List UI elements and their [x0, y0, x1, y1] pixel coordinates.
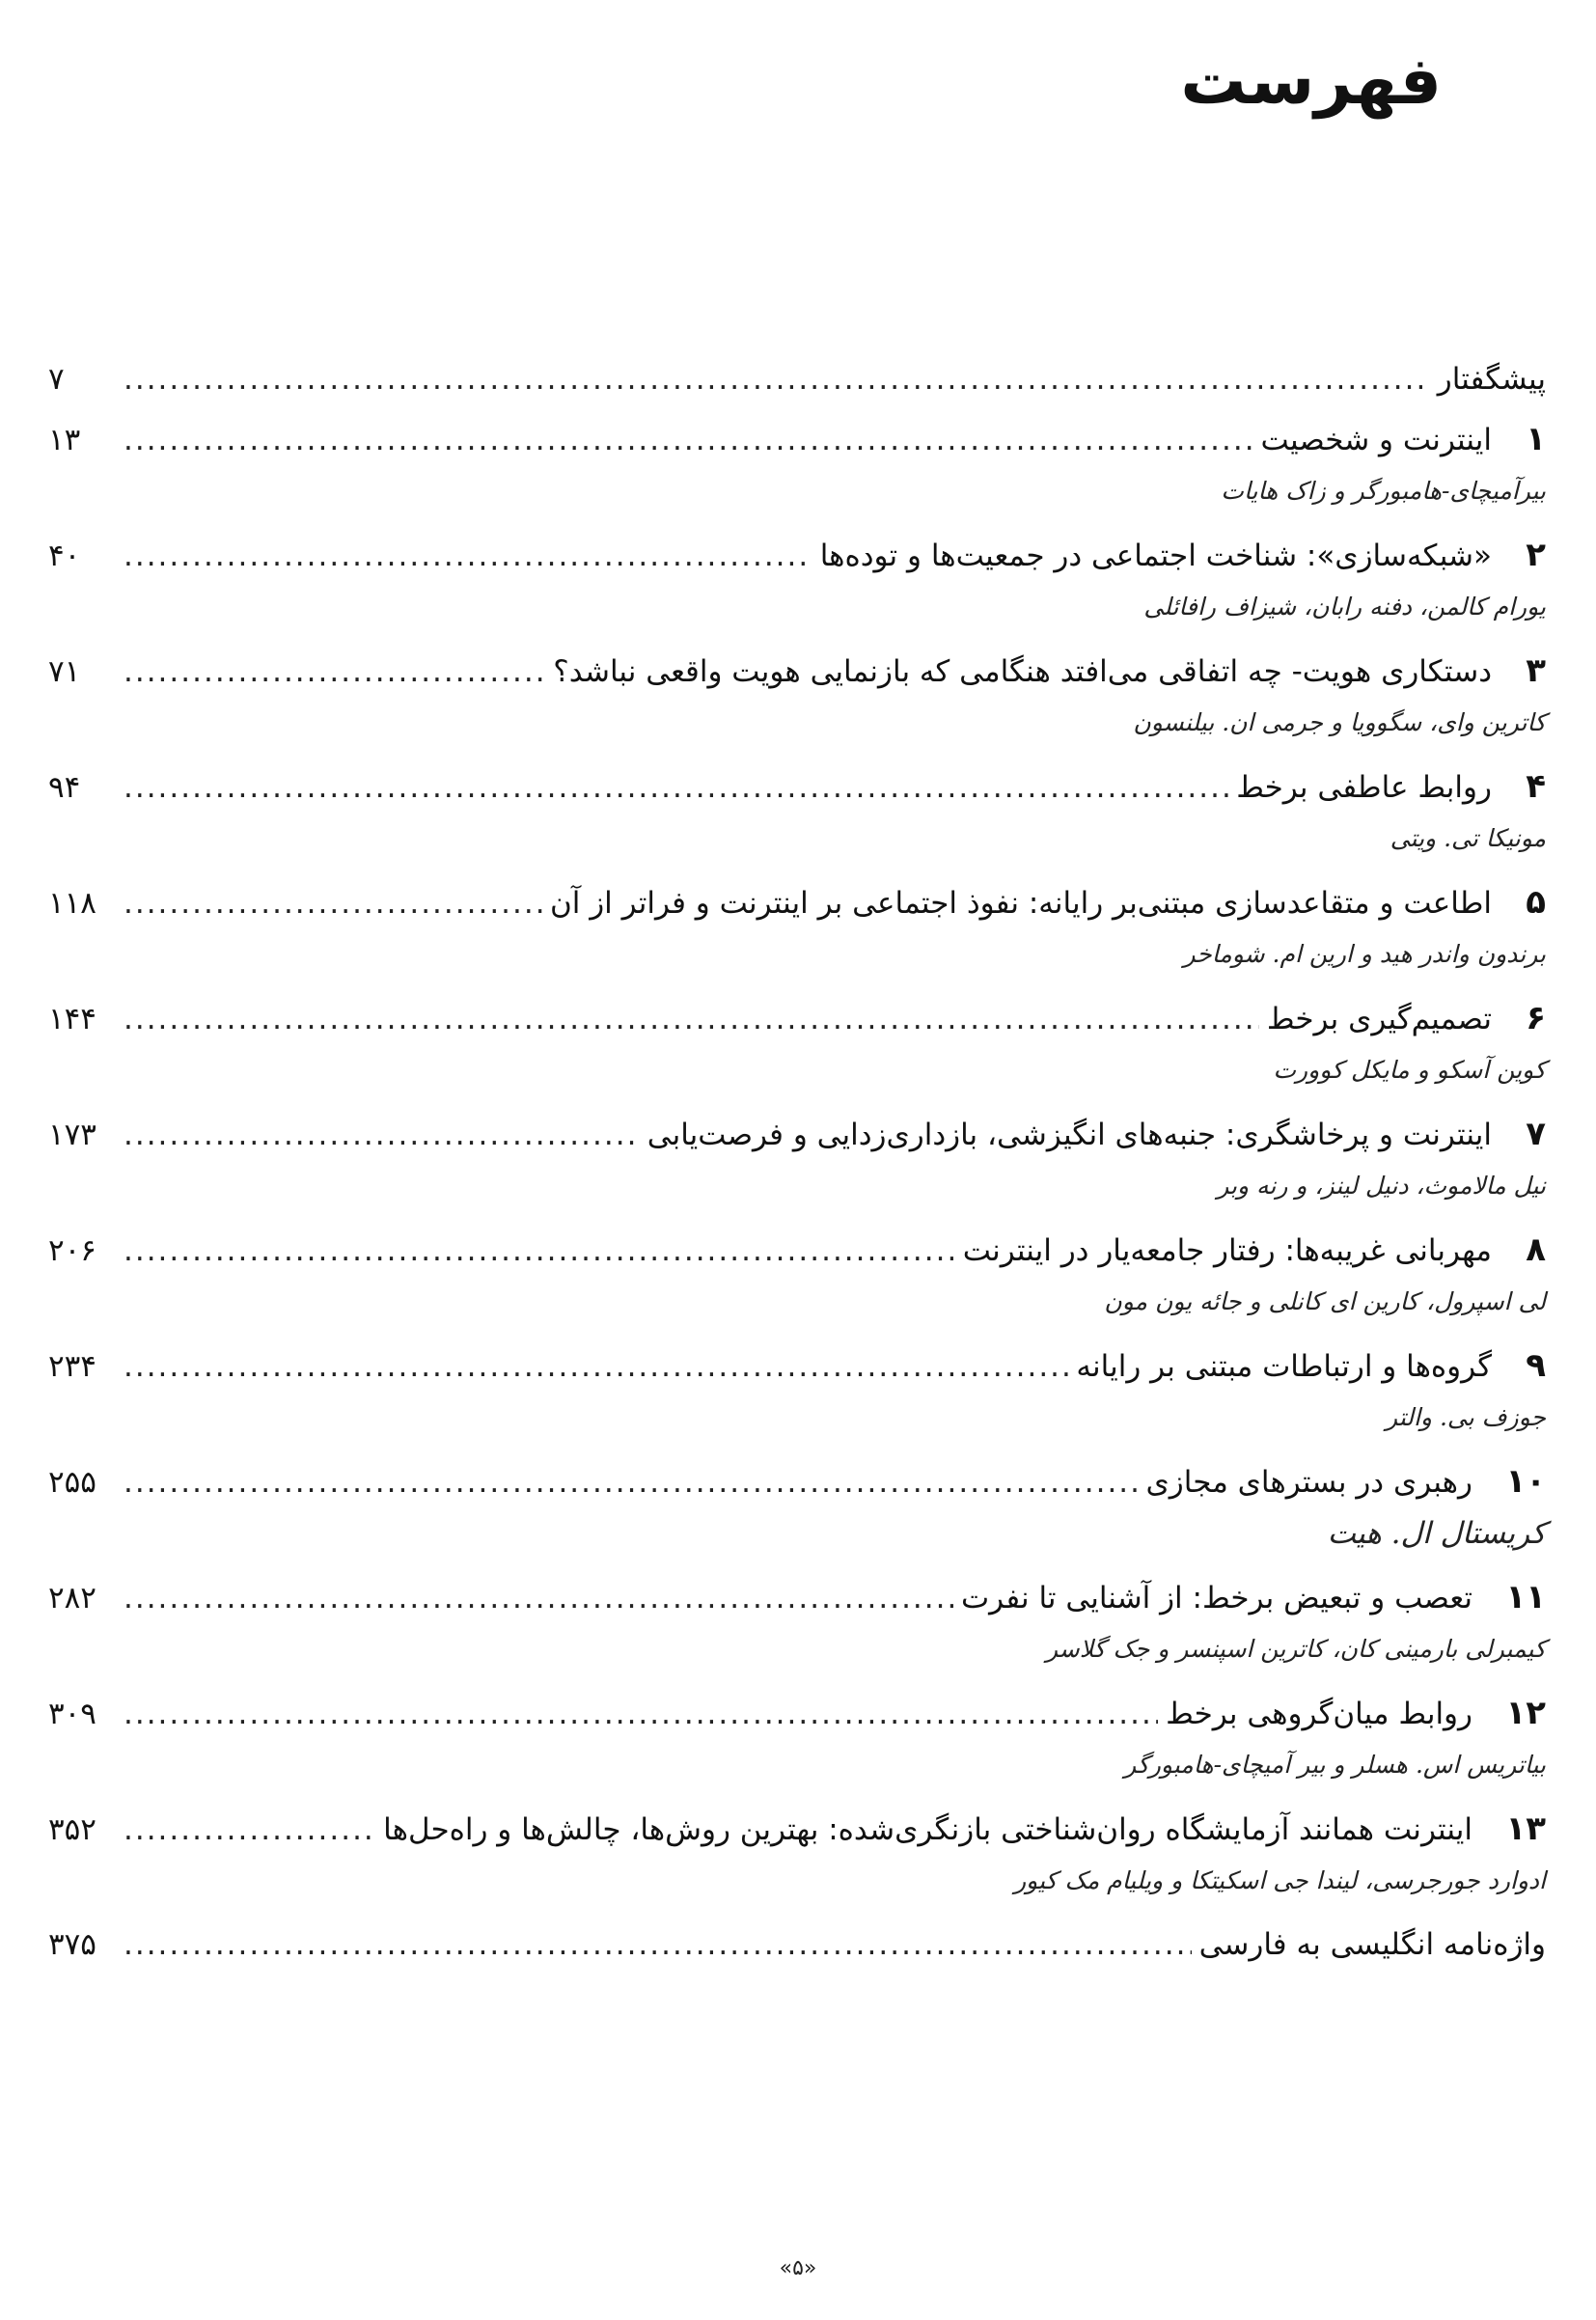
chapter-title: اطاعت و متقاعدسازی مبتنی‌بر رایانه: نفوذ اجتماعی بر اینترنت و فراتر از آن	[549, 886, 1492, 921]
toc-entry-chapter-6	[48, 988, 1546, 1104]
toc-leader-dots	[124, 1105, 640, 1165]
chapter-number: ۱	[1526, 420, 1546, 458]
chapter-authors: لی اسپرول، کارین ای کانلی و جائه یون مون	[1104, 1287, 1546, 1315]
page-title: فهرست	[1180, 43, 1442, 120]
chapter-title: دستکاری هویت- چه اتفاقی می‌افتد هنگامی که بازنمایی هویت واقعی نباشد؟	[553, 654, 1492, 689]
toc-line	[48, 641, 1546, 701]
toc-line	[48, 988, 1546, 1048]
toc-line	[48, 1799, 1546, 1859]
chapter-title: مهربانی غریبه‌ها: رفتار جامعه‌یار در اینترنت	[962, 1233, 1492, 1268]
toc-line	[48, 1336, 1546, 1395]
toc-page-number: ۷۱	[48, 654, 81, 689]
toc-page-number: ۹۴	[48, 770, 81, 805]
toc-title: واژه‌نامه انگلیسی به فارسی	[1198, 1927, 1546, 1962]
chapter-number: ۱۲	[1505, 1694, 1546, 1732]
chapter-title: گروه‌ها و ارتباطات مبتنی بر رایانه	[1076, 1349, 1492, 1384]
chapter-title: اینترنت همانند آزمایشگاه روان‌شناختی بازنگری‌شده: بهترین روش‌ها، چالش‌ها و راه‌حل‌ها	[383, 1812, 1472, 1847]
toc-entry-chapter-11	[48, 1567, 1546, 1683]
toc-leader-dots	[124, 1915, 1192, 1975]
toc-page-number: ۲۳۴	[48, 1349, 96, 1384]
toc-entry-chapter-4	[48, 757, 1546, 872]
page-number-footer: «۵»	[779, 2256, 817, 2280]
toc-page-number: ۱۱۸	[48, 886, 96, 921]
toc-leader-dots	[124, 1221, 955, 1281]
toc-line	[48, 1915, 1546, 1975]
chapter-title: «شبکه‌سازی»: شناخت اجتماعی در جمعیت‌ها و توده‌ها	[819, 539, 1492, 573]
chapter-authors: بیرآمیچای-هامبورگر و زاک هایات	[1221, 477, 1546, 505]
toc-entry-chapter-1	[48, 409, 1546, 525]
toc-leader-dots	[124, 989, 1259, 1049]
toc-entry-chapter-9	[48, 1336, 1546, 1451]
toc-page-number: ۳۵۲	[48, 1812, 96, 1847]
chapter-number: ۵	[1526, 883, 1546, 922]
toc-line	[48, 1567, 1546, 1627]
chapter-authors: نیل مالاموث، دنیل لینز، و رنه وبر	[1217, 1172, 1546, 1200]
chapter-title: تعصب و تبعیض برخط: از آشنایی تا نفرت	[961, 1581, 1472, 1616]
chapter-number: ۹	[1526, 1346, 1546, 1385]
toc-line	[48, 409, 1546, 469]
chapter-title: رهبری در بسترهای مجازی	[1145, 1465, 1472, 1500]
toc-leader-dots	[124, 1452, 1139, 1512]
toc-line	[48, 1220, 1546, 1280]
toc-entry-chapter-2	[48, 525, 1546, 641]
toc-title: پیشگفتار	[1437, 362, 1546, 397]
toc-leader-dots	[124, 642, 545, 702]
toc-line	[48, 349, 1546, 409]
toc-leader-dots	[124, 410, 1253, 470]
toc-page-number: ۴۰	[48, 539, 81, 573]
chapter-authors: کیمبرلی بارمینی کان، کاترین اسپنسر و جک گلاسر	[1045, 1635, 1546, 1663]
toc-leader-dots	[124, 758, 1228, 817]
chapter-number: ۶	[1526, 999, 1546, 1037]
chapter-authors: کوین آسکو و مایکل کوورت	[1273, 1056, 1546, 1084]
toc-leader-dots	[124, 1337, 1068, 1396]
chapter-authors: کاترین وای، سگوویا و جرمی ان. بیلنسون	[1133, 708, 1546, 736]
toc-page-number: ۳۰۹	[48, 1697, 96, 1731]
chapter-title: اینترنت و شخصیت	[1260, 423, 1492, 457]
toc-entry-chapter-12	[48, 1683, 1546, 1799]
toc-line	[48, 1451, 1546, 1511]
toc-page-number: ۱۷۳	[48, 1118, 96, 1152]
toc-page-number: ۱۳	[48, 423, 81, 457]
toc-entry-chapter-5	[48, 872, 1546, 988]
chapter-number: ۷	[1526, 1115, 1546, 1153]
toc-page-number: ۲۸۲	[48, 1581, 96, 1616]
chapter-authors: ادوارد جورجرسی، لیندا جی اسکیتکا و ویلیام مک کیور	[1014, 1866, 1546, 1894]
chapter-title: روابط عاطفی برخط	[1236, 770, 1492, 805]
toc-page-number: ۲۰۶	[48, 1233, 96, 1268]
chapter-number: ۴	[1526, 767, 1546, 806]
chapter-authors: برندون واندر هید و ارین ام. شوماخر	[1183, 940, 1546, 968]
chapter-number: ۲	[1526, 536, 1546, 574]
toc-line	[48, 1104, 1546, 1164]
toc-entry-preface	[48, 349, 1546, 409]
toc-entry-glossary	[48, 1915, 1546, 1975]
chapter-number: ۳	[1526, 651, 1546, 690]
toc-leader-dots	[124, 1684, 1158, 1744]
chapter-authors: جوزف بی. والتر	[1386, 1403, 1546, 1431]
toc-entry-chapter-7	[48, 1104, 1546, 1220]
toc-leader-dots	[124, 1568, 953, 1628]
toc-entry-chapter-3	[48, 641, 1546, 757]
toc-page-number: ۳۷۵	[48, 1927, 96, 1962]
toc-line	[48, 525, 1546, 585]
chapter-number: ۸	[1526, 1230, 1546, 1269]
chapter-number: ۱۱	[1505, 1578, 1546, 1616]
toc-page-number: ۱۴۴	[48, 1002, 96, 1036]
toc-entry-chapter-10	[48, 1451, 1546, 1567]
toc-line	[48, 1683, 1546, 1743]
toc-leader-dots	[124, 1800, 375, 1860]
chapter-title: تصمیم‌گیری برخط	[1266, 1002, 1492, 1036]
toc-leader-dots	[124, 349, 1430, 409]
toc-page-number: ۷	[48, 362, 65, 397]
toc-line	[48, 872, 1546, 932]
table-of-contents	[48, 349, 1546, 1975]
chapter-number: ۱۰	[1505, 1462, 1546, 1501]
toc-page-number: ۲۵۵	[48, 1465, 96, 1500]
chapter-authors: بیاتریس اس. هسلر و بیر آمیچای-هامبورگر	[1124, 1751, 1546, 1779]
toc-entry-chapter-13	[48, 1799, 1546, 1915]
chapter-authors: کریستال ال. هیت	[1327, 1516, 1546, 1551]
chapter-authors: یورام کالمن، دفنه رابان، شیزاف رافائلی	[1143, 593, 1546, 621]
chapter-title: روابط میان‌گروهی برخط	[1166, 1697, 1472, 1731]
chapter-authors: مونیکا تی. ویتی	[1390, 824, 1546, 852]
toc-leader-dots	[124, 526, 812, 586]
chapter-number: ۱۳	[1505, 1809, 1546, 1848]
toc-leader-dots	[124, 873, 542, 933]
toc-line	[48, 757, 1546, 816]
toc-entry-chapter-8	[48, 1220, 1546, 1336]
chapter-title: اینترنت و پرخاشگری: جنبه‌های انگیزشی، بازداری‌زدایی و فرصت‌یابی	[647, 1118, 1492, 1152]
